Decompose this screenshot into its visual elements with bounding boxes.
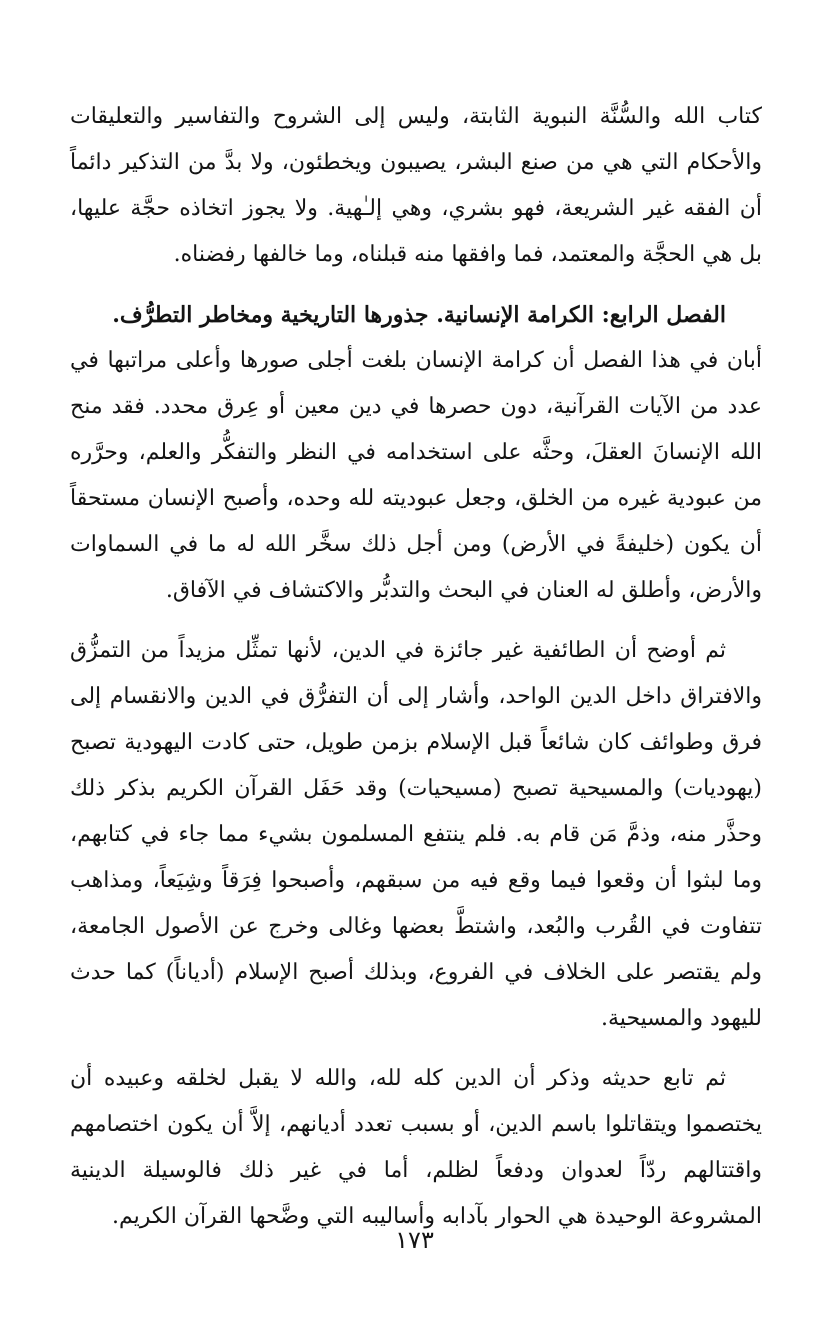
paragraph-2: أبان في هذا الفصل أن كرامة الإنسان بلغت أجلى صورها وأعلى مراتبها في عدد من الآيات القرآنية، دون حصرها في دين معين أو عِرق محدد. فقد منح الله الإنسانَ العقلَ، وحثَّه على استخدامه في النظر والتفكُّر والعلم، وحرَّره من عبودية غيره من الخلق، وجعل عبوديته لله وحده، وأصبح الإنسان مستحقاً أن يكون (خليفةً في الأرض) ومن أجل ذلك سخَّر الله له ما في السماوات والأرض، وأطلق له العنان في البحث والتدبُّر والاكتشاف في الآفاق. [70,348,762,603]
paragraph-gap [70,278,762,292]
chapter-heading: الفصل الرابع: الكرامة الإنسانية. جذورها التاريخية ومخاطر التطرُّف. [112,302,726,328]
paragraph-gap [70,1042,762,1056]
paragraph-1: كتاب الله والسُّنَّة النبوية الثابتة، وليس إلى الشروح والتفاسير والتعليقات والأحكام التي هي من صنع البشر، يصيبون ويخطئون، ولا بدَّ من التذكير دائماً أن الفقه غير الشريعة، فهو بشري، وهي إلـٰهية. ولا يجوز اتخاذه حجَّة عليها، بل هي الحجَّة والمعتمد، فما وافقها منه قبلناه، وما خالفها رفضناه. [70,104,762,267]
page-body [70,94,762,1240]
paragraph-gap [70,614,762,628]
paragraph-3: ثم أوضح أن الطائفية غير جائزة في الدين، لأنها تمثِّل مزيداً من التمزُّق والافتراق داخل الدين الواحد، وأشار إلى أن التفرُّق في الدين والانقسام إلى فرق وطوائف كان شائعاً قبل الإسلام بزمن طويل، حتى كادت اليهودية تصبح (يهوديات) والمسيحية تصبح (مسيحيات) وقد حَفَل القرآن الكريم بذكر ذلك وحذَّر منه، وذمَّ مَن قام به. فلم ينتفع المسلمون بشيء مما جاء في كتابهم، وما لبثوا أن وقعوا فيما وقع فيه من سبقهم، وأصبحوا فِرَقاً وشِيَعاً، ومذاهب تتفاوت في القُرب والبُعد، واشتطَّ بعضها وغالى وخرج عن الأصول الجامعة، ولم يقتصر على الخلاف في الفروع، وبذلك أصبح الإسلام (أدياناً) كما حدث لليهود والمسيحية. [70,638,762,1031]
paragraph-4: ثم تابع حديثه وذكر أن الدين كله لله، والله لا يقبل لخلقه وعبيده أن يختصموا ويتقاتلوا باسم الدين، أو بسبب تعدد أديانهم، إلاَّ أن يكون اختصامهم واقتتالهم ردّاً لعدوان ودفعاً لظلم، أما في غير ذلك فالوسيلة الدينية المشروعة الوحيدة هي الحوار بآدابه وأساليبه التي وضَّحها القرآن الكريم. [70,1066,762,1229]
page-number: ١٧٣ [395,1226,434,1254]
